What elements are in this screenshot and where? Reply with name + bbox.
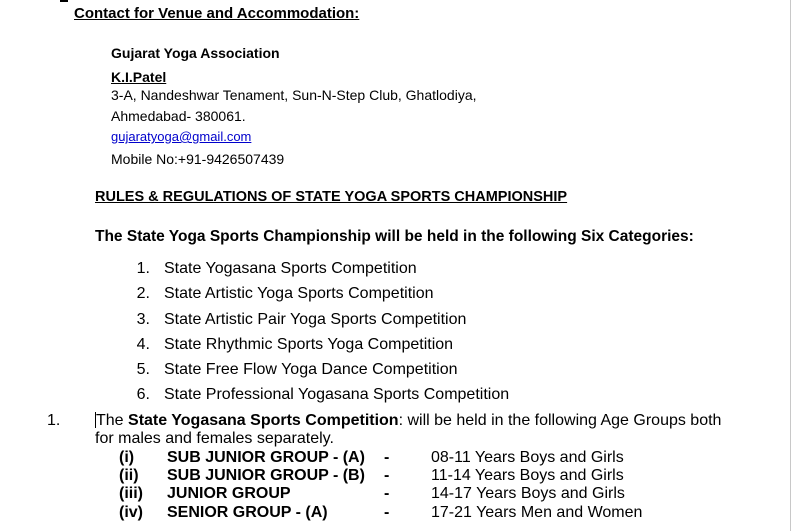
organization-name: Gujarat Yoga Association (111, 45, 280, 61)
list-item: 3. State Artistic Pair Yoga Sports Competition (136, 311, 467, 328)
document-page: Contact for Venue and Accommodation: Gujarat Yoga Association K.I.Patel 3-A, Nandeshwar Tenament, Sun-N-Step Club, Ghatlodiya, Ahmedabad- 380061. gujaratyoga@gmail.com Mobile No:+91-9426507439 RULES & REGULATIONS OF STATE YOGA SPORTS CHAMPIONSHIP The State Yoga Sports Championship will be held in the following Six Categories: 1. State Yogasana Sports Competition 2. State Artistic Yoga Sports Competition 3. State Artistic Pair Yoga Sports Competition 4. State Rhythmic Sports Yoga Competition 5. State Free Flow Yoga Dance Competition 6. State Professional Yogasana Sports Competition 1. The State Yogasana Sports Competition: will be held in the following Age Groups both for males and females separately. (i) SUB JUNIOR GROUP - (A) - 08-11 Years Boys and Girls (ii) SUB JUNIOR GROUP - (B) - 11-14 Years Boys and Girls (iii) JUNIOR GROUP - 14-17 Years Boys and Girls (iv) SENIOR GROUP - (A) - 17-21 Years Men and Women (0, 0, 791, 531)
section-number: 1. (47, 412, 61, 429)
section-paragraph-line-2: for males and females separately. (95, 430, 334, 447)
contact-heading: Contact for Venue and Accommodation: (74, 5, 360, 22)
list-item: 1. State Yogasana Sports Competition (136, 260, 417, 277)
contact-person: K.I.Patel (111, 69, 167, 85)
mobile-number: Mobile No:+91-9426507439 (111, 151, 285, 167)
rules-heading: RULES & REGULATIONS OF STATE YOGA SPORTS CHAMPIONSHIP (95, 189, 568, 205)
list-item: 6. State Professional Yogasana Sports Competition (136, 386, 510, 403)
address-line-2: Ahmedabad- 380061. (111, 108, 246, 124)
address-line-1: 3-A, Nandeshwar Tenament, Sun-N-Step Club, Ghatlodiya, (111, 87, 477, 103)
categories-intro: The State Yoga Sports Championship will be held in the following Six Categories: (95, 228, 694, 245)
list-item: 2. State Artistic Yoga Sports Competition (136, 285, 434, 302)
list-item: 5. State Free Flow Yoga Dance Competition (136, 361, 458, 378)
list-item: 4. State Rhythmic Sports Yoga Competition (136, 336, 454, 353)
top-edge-mark (60, 0, 68, 2)
section-paragraph-line-1[interactable]: The State Yogasana Sports Competition: will be held in the following Age Groups both (96, 412, 722, 429)
email-link[interactable]: gujaratyoga@gmail.com (111, 129, 252, 144)
